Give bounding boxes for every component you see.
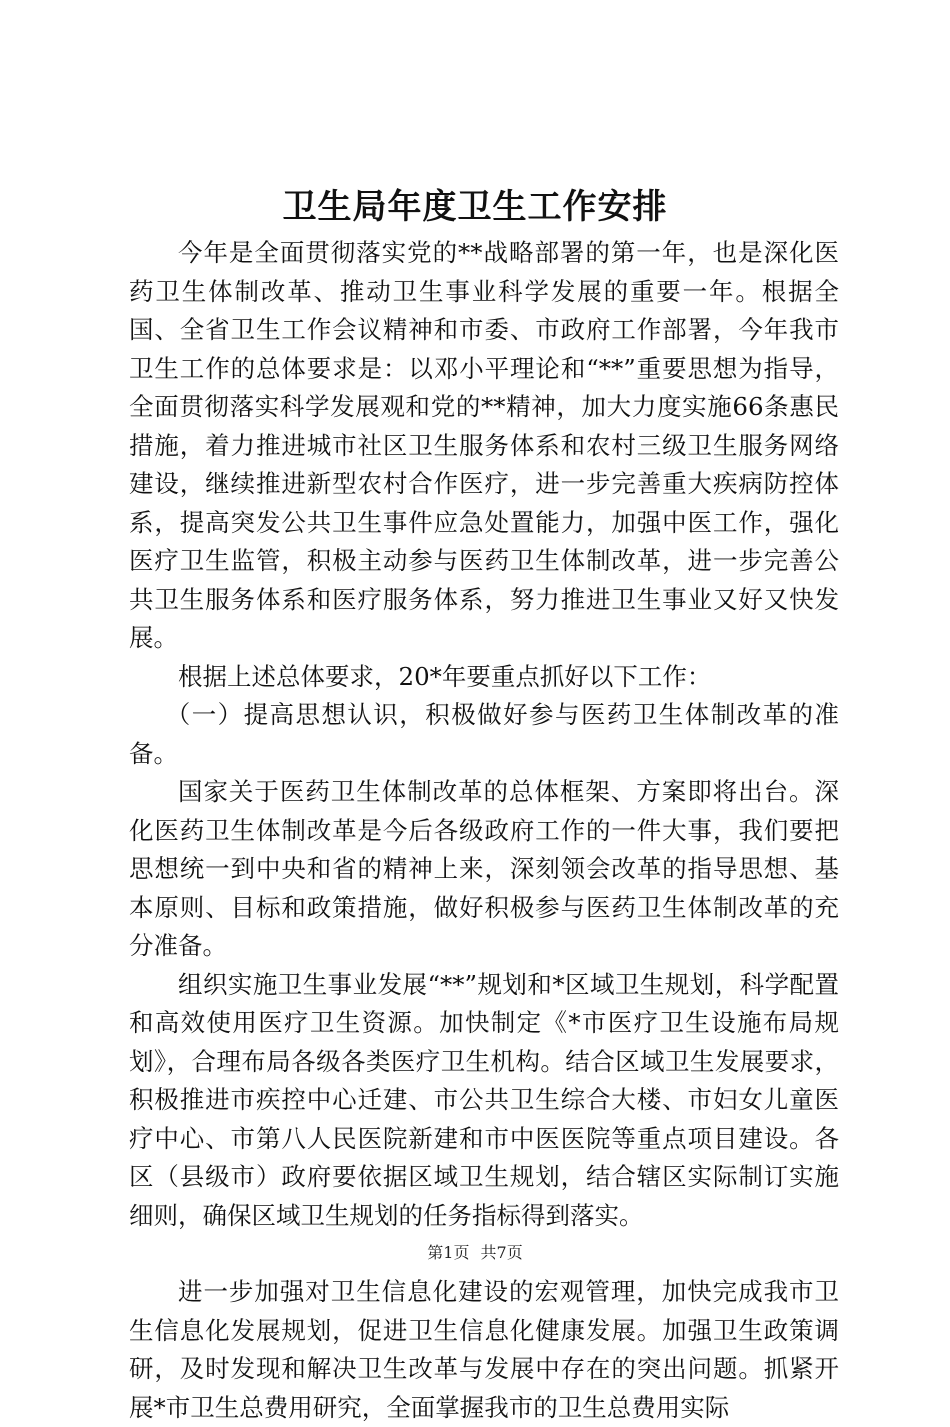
page-footer <box>0 1243 950 1263</box>
paragraph-reform-framework: 国家关于医药卫生体制改革的总体框架、方案即将出台。深化医药卫生体制改革是今后各级政府工作的一件大事，我们要把思想统一到中央和省的精神上来，深刻领会改革的指导思想、基本原则、目标和政策措施，做好积极参与医药卫生体制改革的充分准备。 <box>129 777 839 960</box>
paragraph-intro: 今年是全面贯彻落实党的**战略部署的第一年，也是深化医药卫生体制改革、推动卫生事业科学发展的重要一年。根据全国、全省卫生工作会议精神和市委、市政府工作部署，今年我市卫生工作的总体要求是：以邓小平理论和“**”重要思想为指导，全面贯彻落实科学发展观和党的**精神，加大力度实施66条惠民措施，着力推进城市社区卫生服务体系和农村三级卫生服务网络建设，继续推进新型农村合作医疗，进一步完善重大疾病防控体系，提高突发公共卫生事件应急处置能力，加强中医工作，强化医疗卫生监管，积极主动参与医药卫生体制改革，进一步完善公共卫生服务体系和医疗服务体系，努力推进卫生事业又好又快发展。 <box>129 238 839 652</box>
paragraph-regional-planning: 组织实施卫生事业发展“**”规划和*区域卫生规划，科学配置和高效使用医疗卫生资源。加快制定《*市医疗卫生设施布局规划》，合理布局各级各类医疗卫生机构。结合区域卫生发展要求，积极推进市疾控中心迁建、市公共卫生综合大楼、市妇女儿童医疗中心、市第八人民医院新建和市中医医院等重点项目建设。各区（县级市）政府要依据区域卫生规划，结合辖区实际制订实施细则，确保区域卫生规划的任务指标得到落实。 <box>129 969 839 1230</box>
section-heading-1: （一）提高思想认识，积极做好参与医药卫生体制改革的准备。 <box>129 700 839 768</box>
page-total: 共7页 <box>480 1243 523 1262</box>
document-title: 卫生局年度卫生工作安排 <box>282 187 668 227</box>
paragraph-informatization: 进一步加强对卫生信息化建设的宏观管理，加快完成我市卫生信息化发展规划，促进卫生信息化健康发展。加强卫生政策调研，及时发现和解决卫生改革与发展中存在的突出问题。抓紧开展*市卫生总费用研究，全面掌握我市的卫生总费用实际 <box>129 1277 839 1422</box>
page-number: 第1页 <box>427 1243 470 1262</box>
paragraph-requirements: 根据上述总体要求，20*年要重点抓好以下工作： <box>178 661 712 691</box>
